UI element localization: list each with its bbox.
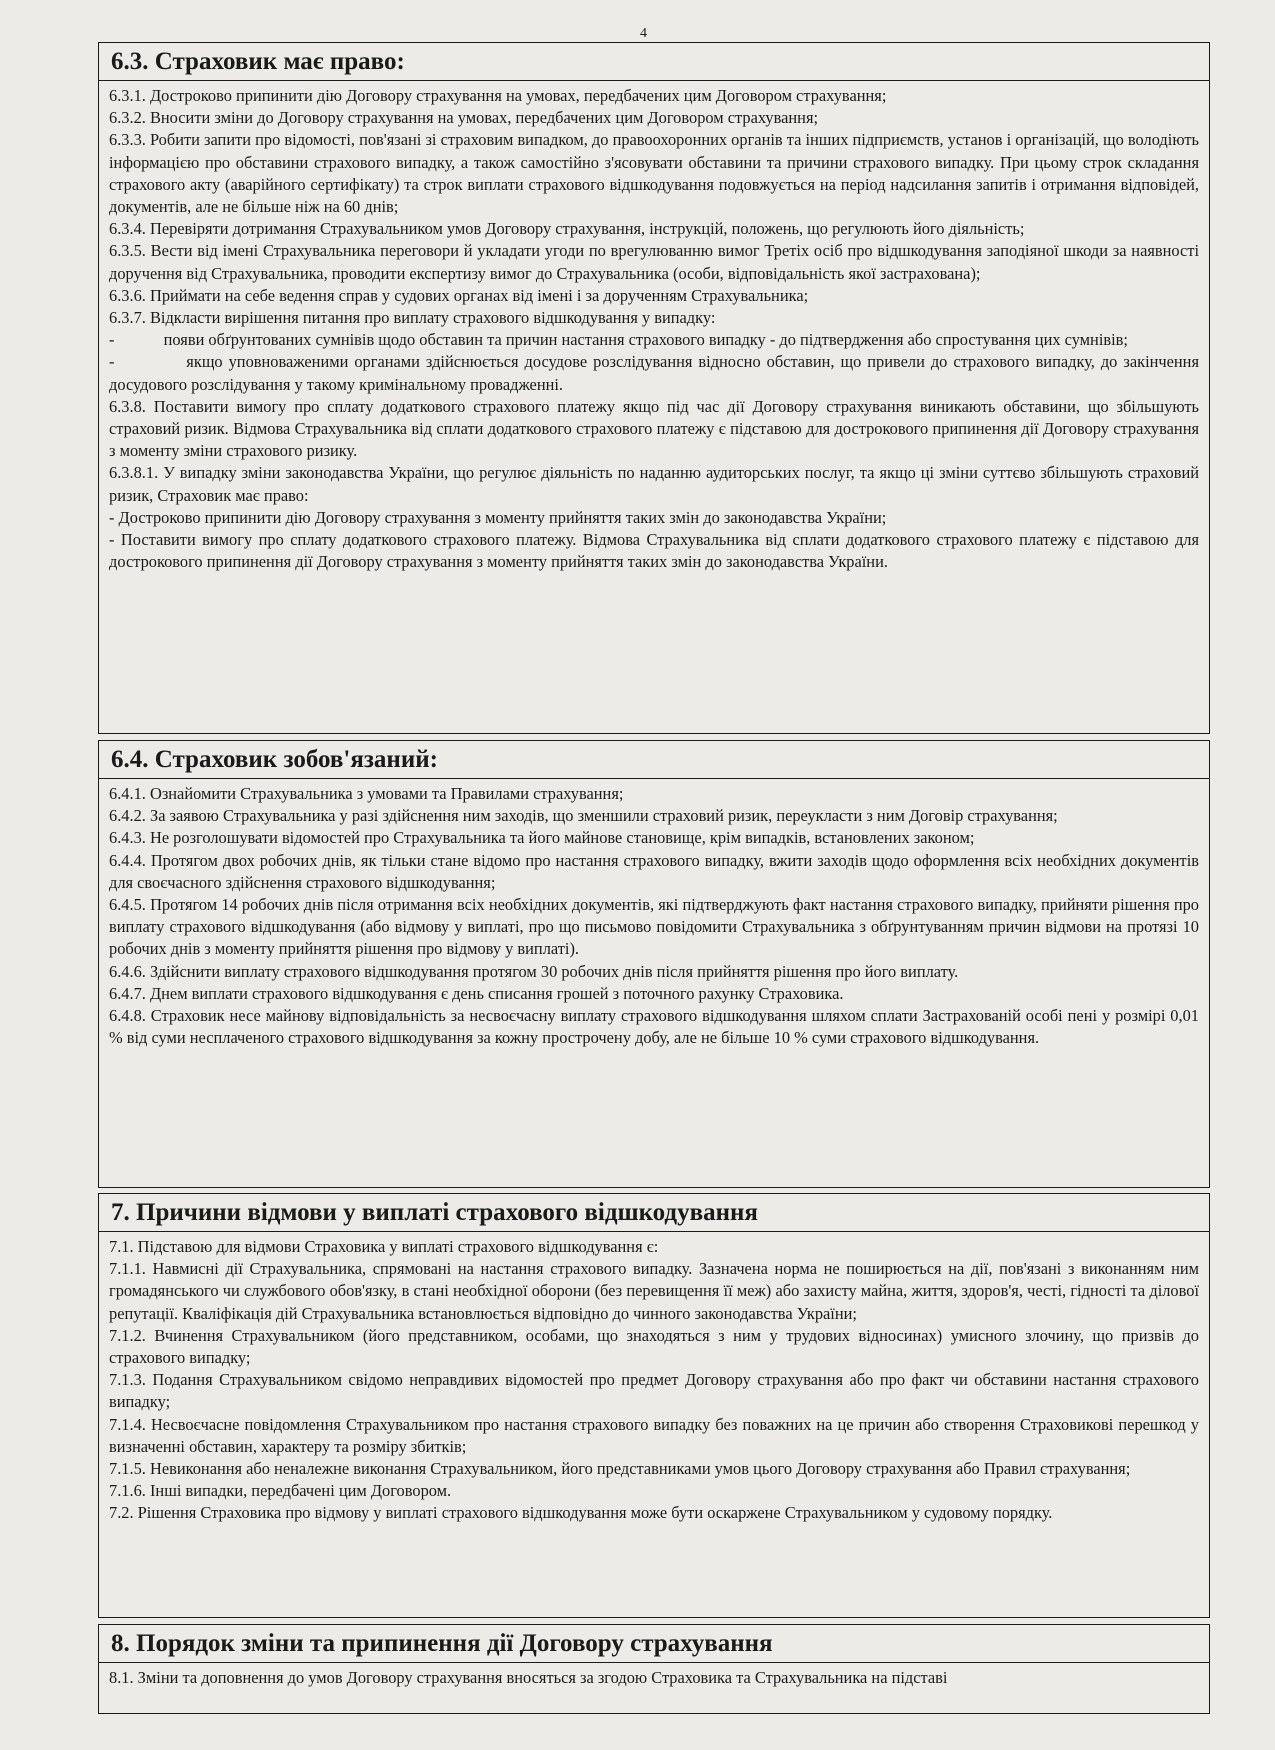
paragraph: - Достроково припинити дію Договору страхування з моменту прийняття таких змін до законодавства України; <box>109 507 887 527</box>
paragraph: 7.1. Підставою для відмови Страховика у виплаті страхового відшкодування є: <box>109 1237 659 1256</box>
section-body <box>99 779 1209 1051</box>
paragraph: 7.1.3. Подання Страхувальником свідомо неправдивих відомостей про предмет Договору страхування або про факт чи обставини настання страхового випадку; <box>109 1370 1199 1412</box>
paragraph: 6.3.1. Достроково припинити дію Договору страхування на умовах, передбачених цим Договором страхування; <box>109 86 887 105</box>
paragraph: 6.3.6. Приймати на себе ведення справ у судових органах від імені і за дорученням Страхувальника; <box>109 285 809 305</box>
paragraph: 6.4.8. Страховик несе майнову відповідальність за несвоєчасну виплату страхового відшкодування шляхом сплати Застрахованій особі пені у розмірі 0,01 % від суми несплаченого страхового відшкодування за кожну прострочену добу, але не більше 10 % суми страхового відшкодування. <box>109 1006 1199 1048</box>
paragraph: 8.1. Зміни та доповнення до умов Договору страхування вносяться за згодою Страховика та Страхувальника на підставі <box>109 1668 948 1687</box>
paragraph: 6.4.4. Протягом двох робочих днів, як тільки стане відомо про настання страхового випадку, вжити заходів щодо оформлення всіх необхідних документів для своєчасного здійснення страхового відшкодування; <box>109 850 1199 892</box>
paragraph: 7.1.5. Невиконання або неналежне виконання Страхувальником, його представниками умов цього Договору страхування або Правил страхування; <box>109 1459 1131 1479</box>
section-title: 6.3. Страховик має право: <box>99 43 1209 81</box>
paragraph: 6.3.2. Вносити зміни до Договору страхування на умовах, передбачених цим Договором страхування; <box>109 108 819 128</box>
paragraph: 6.3.7. Відкласти вирішення питання про виплату страхового відшкодування у випадку: <box>109 308 716 328</box>
paragraph: 7.1.4. Несвоєчасне повідомлення Страхувальником про настання страхового випадку без поважних на це причин або створення Страховикові перешкод у визначенні обставин, характеру та розміру збитків; <box>109 1414 1199 1456</box>
section-body <box>99 1232 1209 1527</box>
paragraph: 7.1.6. Інші випадки, передбачені цим Договором. <box>109 1481 452 1501</box>
section-6-4 <box>98 740 1210 1188</box>
paragraph: 6.4.6. Здійснити виплату страхового відшкодування протягом 30 робочих днів після прийняття рішення про його виплату. <box>109 961 959 981</box>
paragraph: 6.4.5. Протягом 14 робочих днів після отримання всіх необхідних документів, які підтверджують факт настання страхового випадку, прийняти рішення про виплату страхового відшкодування (або відмову у виплаті, про що письмово повідомити Страхувальника з обґрунтуванням причин відмови на протязі 10 робочих днів з моменту прийняття рішення про відмову у виплаті). <box>109 895 1199 959</box>
paragraph: - появи обґрунтованих сумнівів щодо обставин та причин настання страхового випадку - до підтвердження або спростування цих сумнівів; <box>109 330 1128 350</box>
paragraph: 7.1.1. Навмисні дії Страхувальника, спрямовані на настання страхового випадку. Зазначена норма не поширюється на дії, пов'язані з виконанням ним громадянського чи службового обов'язку, в стані необхідної оборони (без перевищення її меж) або захисту майна, життя, здоров'я, честі, гідності та ділової репутації. Кваліфікація дій Страхувальника встановлюється відповідно до чинного законодавства України; <box>109 1259 1199 1323</box>
section-6-3 <box>98 42 1210 734</box>
paragraph: 7.1.2. Вчинення Страхувальником (його представником, особами, що знаходяться з ним у трудових відносинах) умисного злочину, що призвів до страхового випадку; <box>109 1325 1199 1368</box>
paragraph: 6.4.2. За заявою Страхувальника у разі здійснення ним заходів, що зменшили страховий ризик, переукласти з ним Договір страхування; <box>109 806 1058 826</box>
paragraph: 6.3.3. Робити запити про відомості, пов'язані зі страховим випадком, до правоохоронних органів та інших підприємств, установ і організацій, що володіють інформацією про обставини страхового випадку, а також самостійно з'ясовувати обставини та причини страхового випадку. При цьому строк складання страхового акту (аварійного сертифікату) та строк виплати страхового відшкодування подовжується на період надсилання запитів і отримання відповідей, документів, але не більше ніж на 60 днів; <box>109 130 1199 217</box>
paragraph: - Поставити вимогу про сплату додаткового страхового платежу. Відмова Страхувальника від сплати додаткового страхового платежу є підставою для дострокового припинення дії Договору страхування з моменту прийняття таких змін до законодавства України. <box>109 530 1199 572</box>
section-title: 8. Порядок зміни та припинення дії Договору страхування <box>99 1625 1209 1663</box>
paragraph: 6.3.4. Перевіряти дотримання Страхувальником умов Договору страхування, інструкцій, положень, що регулюють його діяльність; <box>109 219 1025 239</box>
paragraph: 6.4.1. Ознайомити Страхувальника з умовами та Правилами страхування; <box>109 784 624 803</box>
section-8 <box>98 1624 1210 1714</box>
section-title: 6.4. Страховик зобов'язаний: <box>99 741 1209 779</box>
paragraph: 6.3.8. Поставити вимогу про сплату додаткового страхового платежу якщо під час дії Договору страхування виникають обставини, що збільшують страховий ризик. Відмова Страхувальника від сплати додаткового страхового платежу є підставою для дострокового припинення дії Договору страхування з моменту зміни страхового ризику. <box>109 396 1199 461</box>
paragraph: 6.4.3. Не розголошувати відомостей про Страхувальника та його майнове становище, крім випадків, встановлених законом; <box>109 828 975 848</box>
paragraph: 6.3.8.1. У випадку зміни законодавства України, що регулює діяльність по наданню аудиторських послуг, та якщо ці зміни суттєво збільшують страховий ризик, Страховик має право: <box>109 463 1199 505</box>
section-body <box>99 1663 1209 1691</box>
paragraph: 6.4.7. Днем виплати страхового відшкодування є день списання грошей з поточного рахунку Страховика. <box>109 983 844 1003</box>
paragraph: 6.3.5. Вести від імені Страхувальника переговори й укладати угоди по врегулюванню вимог Третіх осіб про відшкодування заподіяної шкоди за наявності доручення від Страхувальника, проводити експертизу вимог до Страхувальника (особи, відповідальність якої застрахована); <box>109 241 1199 283</box>
paragraph: - якщо уповноваженими органами здійснюється досудове розслідування відносно обставин, що привели до страхового випадку, до закінчення досудового розслідування у такому кримінальному провадженні. <box>109 352 1204 394</box>
section-body <box>99 81 1209 575</box>
paragraph: 7.2. Рішення Страховика про відмову у виплаті страхового відшкодування може бути оскаржене Страхувальником у судовому порядку. <box>109 1503 1053 1523</box>
section-title: 7. Причини відмови у виплаті страхового відшкодування <box>99 1194 1209 1232</box>
section-7 <box>98 1193 1210 1618</box>
page-number: 4 <box>640 26 647 41</box>
